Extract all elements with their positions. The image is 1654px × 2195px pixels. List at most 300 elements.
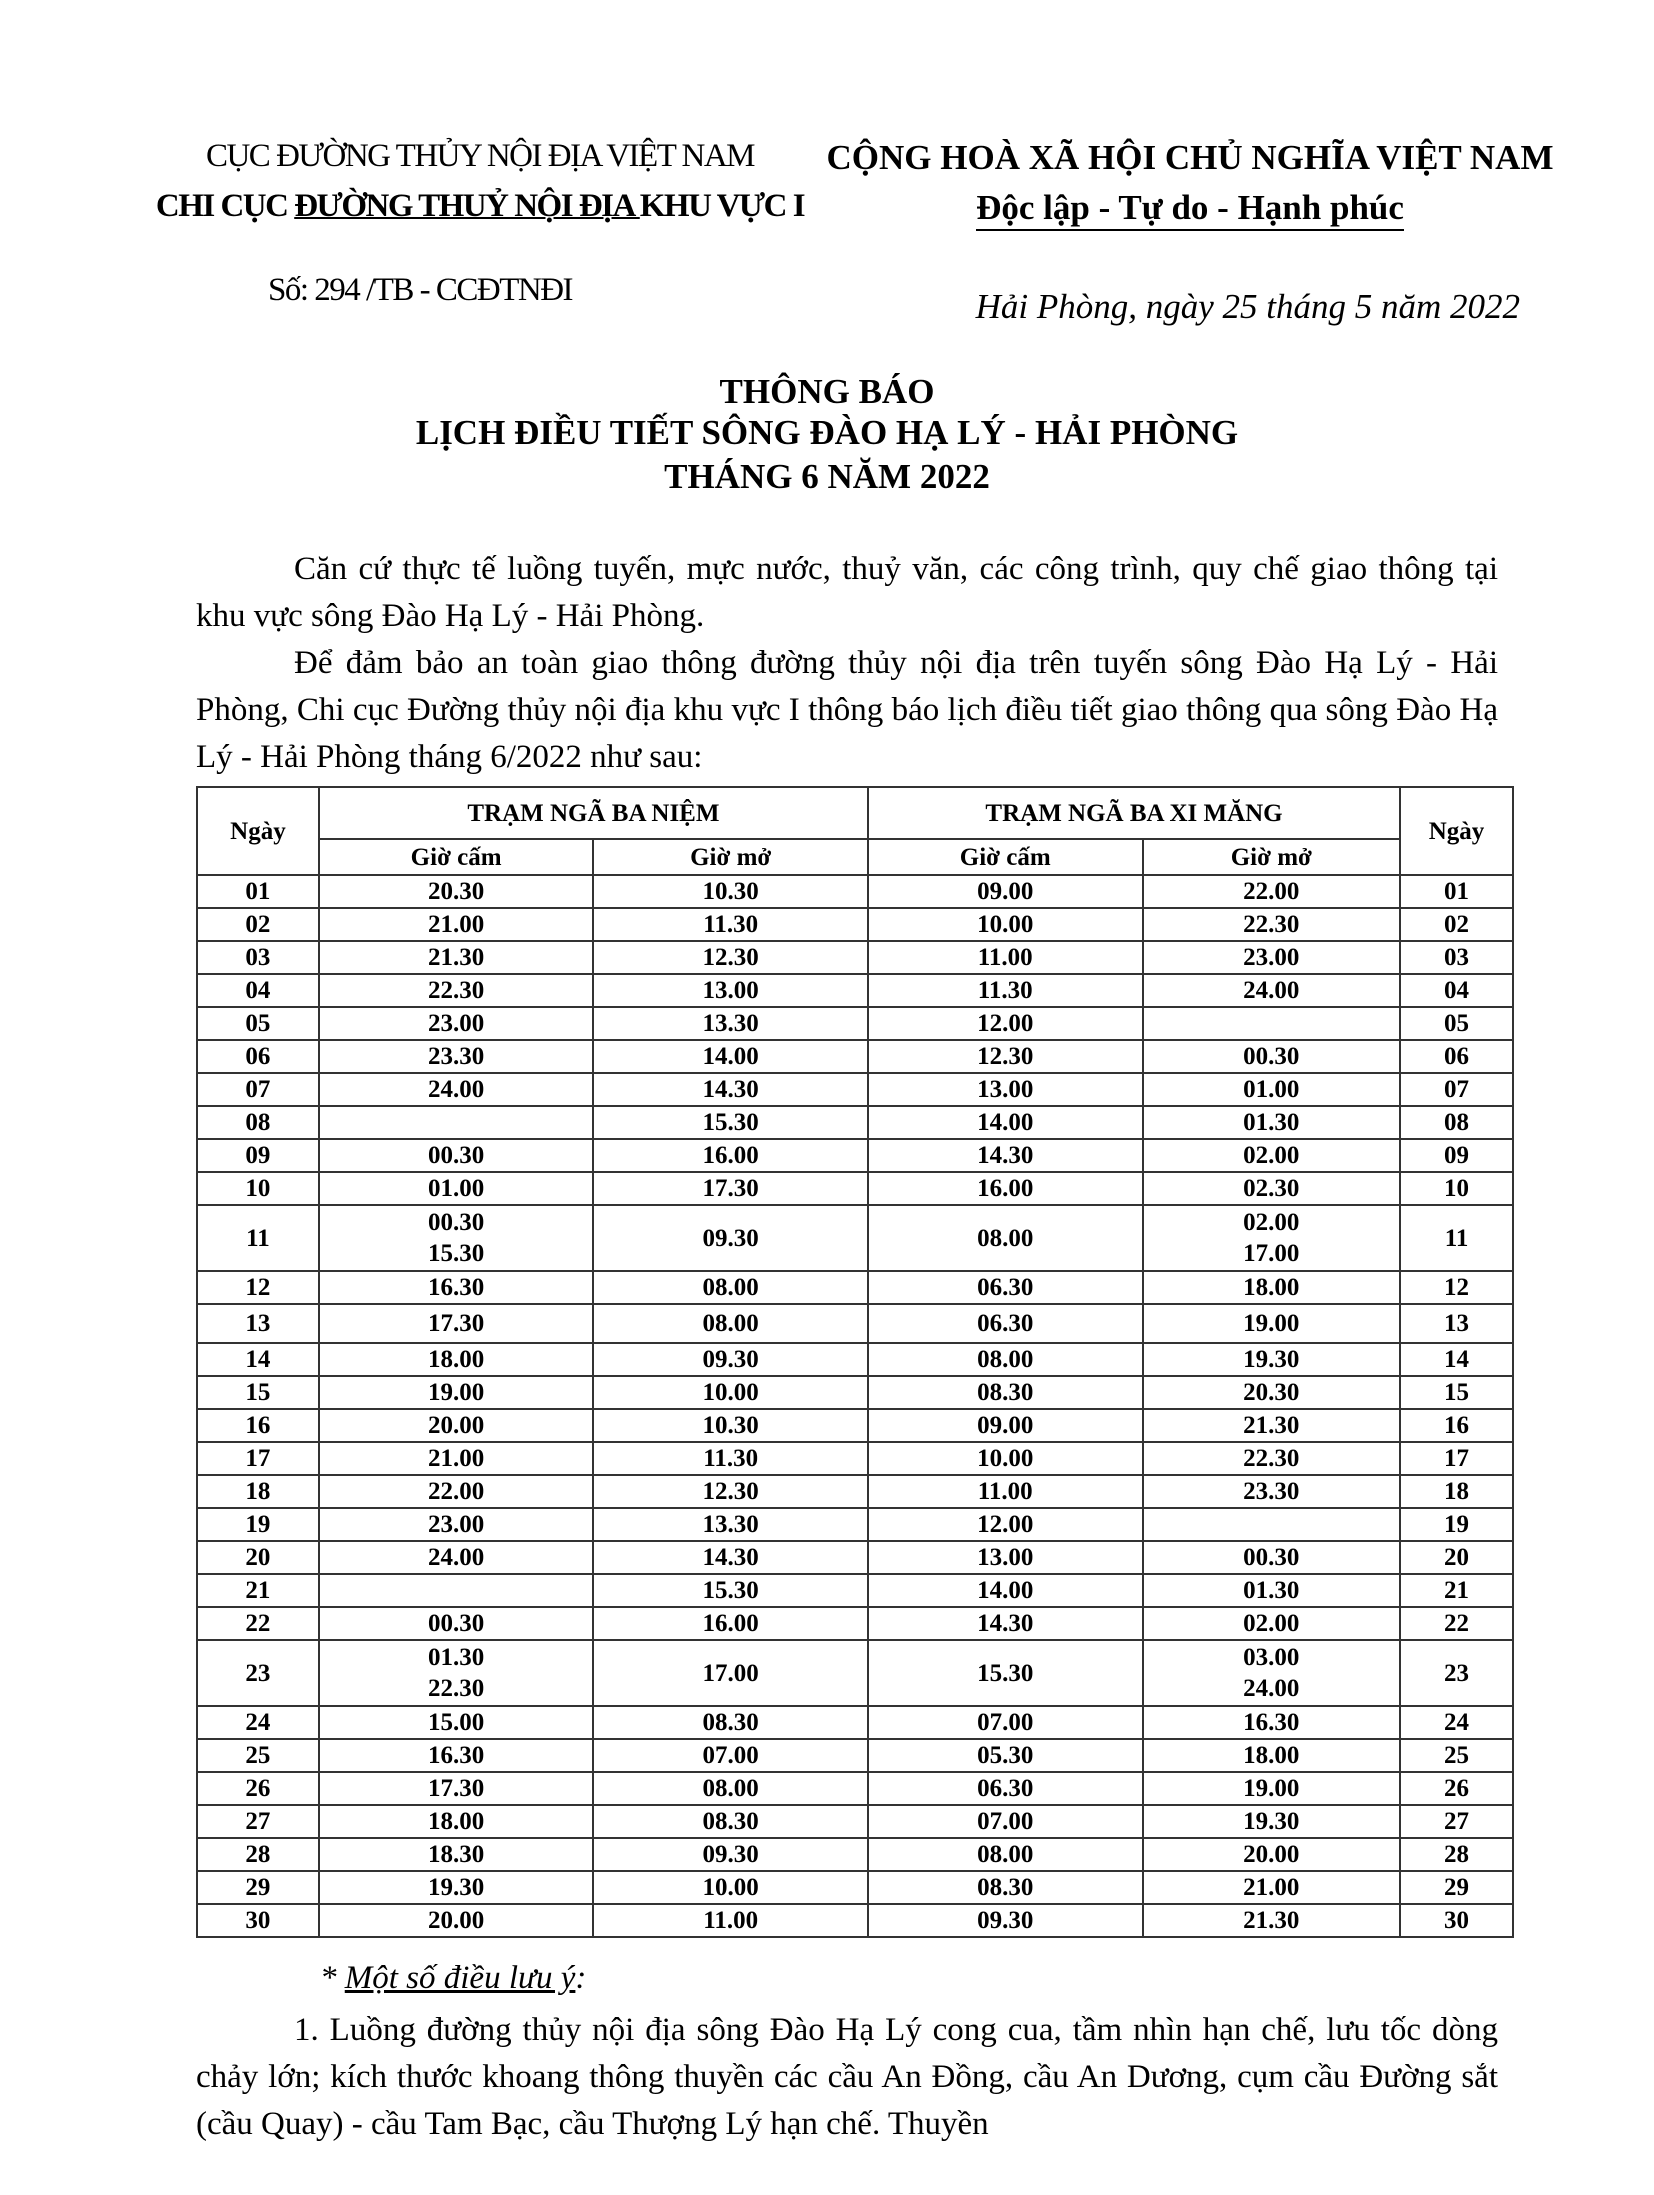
s2-open-cell — [1143, 908, 1401, 941]
s2-close-cell: 07.00 — [868, 1706, 1143, 1739]
table-row — [197, 1904, 1513, 1937]
s2-open-cell-time: 03.00 — [1243, 1644, 1300, 1671]
s1-close-cell — [319, 1904, 594, 1937]
s1-open-cell: 17.00 — [593, 1640, 868, 1706]
s1-close-cell — [319, 1040, 594, 1073]
s1-close-cell-time: 22.30 — [428, 1675, 485, 1702]
schedule-body — [197, 875, 1513, 1937]
s1-open-cell: 10.00 — [593, 1871, 868, 1904]
s2-open-cell — [1143, 875, 1401, 908]
s1-close-cell — [319, 1739, 594, 1772]
table-row — [197, 1271, 1513, 1304]
s2-close-cell: 13.00 — [868, 1541, 1143, 1574]
notes-heading-text: Một số điều lưu ý — [344, 1960, 576, 1996]
s2-close-cell: 08.00 — [868, 1205, 1143, 1271]
s2-open-cell-time: 18.00 — [1243, 1274, 1300, 1301]
agency-suffix: KHU VỰC I — [639, 188, 805, 224]
day-cell: 17 — [197, 1442, 319, 1475]
intro-paragraph-2: Để đảm bảo an toàn giao thông đường thủy nội địa trên tuyến sông Đào Hạ Lý - Hải Phòng, Chi cục Đường thủy nội địa khu vực I thông báo lịch điều tiết giao thông qua sông Đào Hạ Lý - Hải Phòng tháng 6/2022 như sau: — [196, 645, 1498, 775]
note-item-1: 1. Luồng đường thủy nội địa sông Đào Hạ Lý cong cua, tầm nhìn hạn chế, lưu tốc dòng chảy lớn; kích thước khoang thông thuyền các cầu An Đồng, cầu An Dương, cụm cầu Đường sắt (cầu Quay) - cầu Tam Bạc, cầu Thượng Lý hạn chế. Thuyền — [196, 2012, 1498, 2142]
s1-open-cell: 15.30 — [593, 1106, 868, 1139]
s1-open-cell: 13.30 — [593, 1508, 868, 1541]
s2-close-cell: 16.00 — [868, 1172, 1143, 1205]
s2-open-cell-time: 22.30 — [1243, 911, 1300, 938]
day-cell-right: 09 — [1400, 1139, 1513, 1172]
s1-close-cell — [319, 1640, 594, 1706]
day-cell: 01 — [197, 875, 319, 908]
s1-close-cell-time: 17.30 — [428, 1775, 485, 1802]
s2-open-cell — [1143, 1040, 1401, 1073]
s2-open-cell — [1143, 1106, 1401, 1139]
s1-close-cell-time: 00.30 — [428, 1209, 485, 1236]
s1-close-cell-time: 16.30 — [428, 1274, 485, 1301]
s2-open-cell-time: 24.00 — [1243, 977, 1300, 1004]
s2-open-cell-time: 23.00 — [1243, 944, 1300, 971]
day-cell-right: 25 — [1400, 1739, 1513, 1772]
s1-close-header: Giờ cấm — [319, 839, 594, 875]
s1-close-cell — [319, 1343, 594, 1376]
s2-open-cell-time: 00.30 — [1243, 1544, 1300, 1571]
s2-close-cell: 14.30 — [868, 1139, 1143, 1172]
s2-close-cell: 10.00 — [868, 908, 1143, 941]
day-cell-right: 19 — [1400, 1508, 1513, 1541]
s1-close-cell-time: 23.30 — [428, 1043, 485, 1070]
day-cell: 20 — [197, 1541, 319, 1574]
s2-open-cell — [1143, 1442, 1401, 1475]
agency-name — [120, 188, 840, 225]
s2-open-cell-time: 18.00 — [1243, 1742, 1300, 1769]
s1-open-cell: 08.00 — [593, 1772, 868, 1805]
day-cell-right: 11 — [1400, 1205, 1513, 1271]
day-cell-right: 30 — [1400, 1904, 1513, 1937]
s1-open-cell: 11.00 — [593, 1904, 868, 1937]
day-cell-right: 03 — [1400, 941, 1513, 974]
day-cell: 30 — [197, 1904, 319, 1937]
s1-close-cell — [319, 875, 594, 908]
s1-close-cell — [319, 1607, 594, 1640]
document-number: Số: 294 /TB - CCĐTNĐI — [268, 272, 573, 308]
agency-prefix: CHI CỤC — [155, 188, 295, 224]
s1-close-cell-time: 22.00 — [428, 1478, 485, 1505]
day-cell: 06 — [197, 1040, 319, 1073]
s2-close-cell: 12.30 — [868, 1040, 1143, 1073]
day-cell-right: 21 — [1400, 1574, 1513, 1607]
schedule-table — [196, 786, 1514, 1938]
day-cell: 07 — [197, 1073, 319, 1106]
station-2-header: TRẠM NGÃ BA XI MĂNG — [868, 787, 1400, 839]
s1-open-cell: 14.30 — [593, 1541, 868, 1574]
day-cell: 22 — [197, 1607, 319, 1640]
day-cell: 15 — [197, 1376, 319, 1409]
s1-open-cell: 09.30 — [593, 1343, 868, 1376]
s2-open-cell — [1143, 1904, 1401, 1937]
day-cell: 04 — [197, 974, 319, 1007]
s2-close-cell: 08.30 — [868, 1871, 1143, 1904]
s2-open-cell-time: 24.00 — [1243, 1675, 1300, 1702]
s1-close-cell — [319, 1838, 594, 1871]
s1-close-cell-time: 16.30 — [428, 1742, 485, 1769]
s2-open-cell-time: 23.30 — [1243, 1478, 1300, 1505]
s1-close-cell — [319, 1205, 594, 1271]
day-cell: 03 — [197, 941, 319, 974]
agency-underlined: ĐƯỜNG THUỶ NỘI ĐỊA — [294, 188, 640, 224]
table-row — [197, 1106, 1513, 1139]
s1-close-cell-time: 20.00 — [428, 1412, 485, 1439]
day-cell-right: 06 — [1400, 1040, 1513, 1073]
s2-open-cell — [1143, 1475, 1401, 1508]
s1-close-cell-time: 24.00 — [428, 1544, 485, 1571]
s1-close-cell — [319, 1475, 594, 1508]
s2-open-cell-time: 02.00 — [1243, 1142, 1300, 1169]
s1-open-cell: 08.30 — [593, 1805, 868, 1838]
table-row — [197, 1343, 1513, 1376]
day-cell: 16 — [197, 1409, 319, 1442]
s2-open-cell-time: 16.30 — [1243, 1709, 1300, 1736]
day-cell-right: 08 — [1400, 1106, 1513, 1139]
day-cell-right: 26 — [1400, 1772, 1513, 1805]
s1-close-cell-time: 17.30 — [428, 1310, 485, 1337]
table-row — [197, 1040, 1513, 1073]
s2-open-cell — [1143, 941, 1401, 974]
s1-open-cell: 08.00 — [593, 1271, 868, 1304]
table-row — [197, 1442, 1513, 1475]
table-row — [197, 1739, 1513, 1772]
s1-close-cell-time: 22.30 — [428, 977, 485, 1004]
s1-open-cell: 12.30 — [593, 1475, 868, 1508]
s2-open-cell-time: 00.30 — [1243, 1043, 1300, 1070]
s2-open-cell-time: 01.30 — [1243, 1109, 1300, 1136]
s1-close-cell — [319, 974, 594, 1007]
s1-open-header: Giờ mở — [593, 839, 868, 875]
day-cell: 21 — [197, 1574, 319, 1607]
s2-open-cell — [1143, 1508, 1401, 1541]
table-row — [197, 1475, 1513, 1508]
place-date: Hải Phòng, ngày 25 tháng 5 năm 2022 — [975, 287, 1520, 326]
day-cell: 02 — [197, 908, 319, 941]
s2-open-cell-time: 21.30 — [1243, 1907, 1300, 1934]
s1-close-cell — [319, 1007, 594, 1040]
day-cell: 24 — [197, 1706, 319, 1739]
s1-close-cell — [319, 1508, 594, 1541]
s2-open-cell-time: 19.00 — [1243, 1775, 1300, 1802]
s2-close-cell: 09.30 — [868, 1904, 1143, 1937]
table-row — [197, 1073, 1513, 1106]
doc-period: THÁNG 6 NĂM 2022 — [664, 457, 990, 496]
day-cell-right: 22 — [1400, 1607, 1513, 1640]
s2-open-cell — [1143, 1007, 1401, 1040]
s1-close-cell — [319, 1073, 594, 1106]
s2-open-cell — [1143, 1739, 1401, 1772]
day-cell: 26 — [197, 1772, 319, 1805]
s2-close-cell: 07.00 — [868, 1805, 1143, 1838]
table-row — [197, 1139, 1513, 1172]
s2-close-cell: 12.00 — [868, 1508, 1143, 1541]
s2-close-cell: 08.30 — [868, 1376, 1143, 1409]
s2-open-cell-time: 22.00 — [1243, 878, 1300, 905]
day-cell: 10 — [197, 1172, 319, 1205]
s1-close-cell-time: 18.00 — [428, 1808, 485, 1835]
s2-close-cell: 11.00 — [868, 941, 1143, 974]
s1-open-cell: 10.30 — [593, 875, 868, 908]
s2-open-cell — [1143, 1871, 1401, 1904]
s2-close-cell: 13.00 — [868, 1073, 1143, 1106]
s1-close-cell — [319, 908, 594, 941]
s2-open-cell-time: 20.00 — [1243, 1841, 1300, 1868]
day-cell-right: 29 — [1400, 1871, 1513, 1904]
motto-text: Độc lập - Tự do - Hạnh phúc — [976, 188, 1404, 231]
s2-open-cell — [1143, 1541, 1401, 1574]
s1-close-cell-time: 21.00 — [428, 1445, 485, 1472]
s1-close-cell — [319, 941, 594, 974]
s2-open-cell-time: 02.00 — [1243, 1610, 1300, 1637]
s2-open-cell-time: 21.00 — [1243, 1874, 1300, 1901]
table-row — [197, 1805, 1513, 1838]
s2-open-cell-time: 22.30 — [1243, 1445, 1300, 1472]
day-cell: 18 — [197, 1475, 319, 1508]
day-cell-right: 20 — [1400, 1541, 1513, 1574]
day-cell-right: 16 — [1400, 1409, 1513, 1442]
s1-close-cell-time: 00.30 — [428, 1610, 485, 1637]
s1-close-cell-time: 01.00 — [428, 1175, 485, 1202]
table-row — [197, 1409, 1513, 1442]
s2-close-cell: 05.30 — [868, 1739, 1143, 1772]
table-row — [197, 875, 1513, 908]
s2-open-cell — [1143, 1574, 1401, 1607]
day-cell: 09 — [197, 1139, 319, 1172]
s2-close-cell: 06.30 — [868, 1271, 1143, 1304]
s2-open-cell-time: 01.00 — [1243, 1076, 1300, 1103]
s2-close-cell: 08.00 — [868, 1343, 1143, 1376]
day-cell-right: 05 — [1400, 1007, 1513, 1040]
table-row — [197, 974, 1513, 1007]
day-cell-right: 02 — [1400, 908, 1513, 941]
day-cell-right: 18 — [1400, 1475, 1513, 1508]
day-cell-right: 10 — [1400, 1172, 1513, 1205]
s2-open-cell — [1143, 974, 1401, 1007]
day-cell-right: 17 — [1400, 1442, 1513, 1475]
s2-close-cell: 14.30 — [868, 1607, 1143, 1640]
s1-close-cell-time: 21.00 — [428, 911, 485, 938]
s2-open-cell — [1143, 1640, 1401, 1706]
s1-close-cell-time: 18.30 — [428, 1841, 485, 1868]
table-row — [197, 1508, 1513, 1541]
s2-open-cell-time: 21.30 — [1243, 1412, 1300, 1439]
table-row — [197, 1304, 1513, 1343]
s2-close-cell: 08.00 — [868, 1838, 1143, 1871]
s1-open-cell: 10.00 — [593, 1376, 868, 1409]
s1-close-cell — [319, 1304, 594, 1343]
s1-open-cell: 07.00 — [593, 1739, 868, 1772]
s1-close-cell-time: 15.00 — [428, 1709, 485, 1736]
intro-paragraph-1: Căn cứ thực tế luồng tuyến, mực nước, thuỷ văn, các công trình, quy chế giao thông tại khu vực sông Đào Hạ Lý - Hải Phòng. — [196, 551, 1498, 634]
s1-close-cell-time: 18.00 — [428, 1346, 485, 1373]
s2-open-cell — [1143, 1706, 1401, 1739]
day-cell: 28 — [197, 1838, 319, 1871]
s1-close-cell — [319, 1574, 594, 1607]
s1-close-cell — [319, 1805, 594, 1838]
s2-open-cell — [1143, 1205, 1401, 1271]
s1-close-cell — [319, 1376, 594, 1409]
day-cell: 14 — [197, 1343, 319, 1376]
s1-open-cell: 08.30 — [593, 1706, 868, 1739]
s1-close-cell-time: 00.30 — [428, 1142, 485, 1169]
day-cell: 08 — [197, 1106, 319, 1139]
s1-close-cell-time: 21.30 — [428, 944, 485, 971]
day-cell-right: 12 — [1400, 1271, 1513, 1304]
s2-open-cell-time: 02.00 — [1243, 1209, 1300, 1236]
s2-open-cell-time: 02.30 — [1243, 1175, 1300, 1202]
doc-title: THÔNG BÁO — [719, 372, 935, 411]
notes-star: * — [320, 1960, 345, 1996]
s1-close-cell — [319, 1139, 594, 1172]
s1-close-cell-time: 24.00 — [428, 1076, 485, 1103]
table-row — [197, 908, 1513, 941]
day-cell: 12 — [197, 1271, 319, 1304]
s1-close-cell — [319, 1706, 594, 1739]
s2-open-cell-time: 19.30 — [1243, 1346, 1300, 1373]
s2-open-cell — [1143, 1343, 1401, 1376]
s1-open-cell: 13.30 — [593, 1007, 868, 1040]
s2-close-cell: 15.30 — [868, 1640, 1143, 1706]
day-cell: 29 — [197, 1871, 319, 1904]
s1-close-cell-time: 01.30 — [428, 1644, 485, 1671]
s1-open-cell: 14.30 — [593, 1073, 868, 1106]
s2-open-cell — [1143, 1409, 1401, 1442]
s2-open-cell-time: 17.00 — [1243, 1240, 1300, 1267]
day-cell: 11 — [197, 1205, 319, 1271]
s1-close-cell-time: 19.30 — [428, 1874, 485, 1901]
day-cell: 25 — [197, 1739, 319, 1772]
s1-close-cell — [319, 1271, 594, 1304]
day-cell-right: 04 — [1400, 974, 1513, 1007]
s1-close-cell — [319, 1172, 594, 1205]
s2-close-cell: 11.30 — [868, 974, 1143, 1007]
s2-open-cell — [1143, 1172, 1401, 1205]
station-1-header: TRẠM NGÃ BA NIỆM — [319, 787, 868, 839]
s2-close-cell: 12.00 — [868, 1007, 1143, 1040]
day-header-left: Ngày — [197, 787, 319, 875]
day-cell-right: 07 — [1400, 1073, 1513, 1106]
s2-open-cell-time: 19.30 — [1243, 1808, 1300, 1835]
s1-open-cell: 11.30 — [593, 908, 868, 941]
s1-close-cell — [319, 1442, 594, 1475]
s2-close-cell: 06.30 — [868, 1772, 1143, 1805]
s2-close-cell: 09.00 — [868, 875, 1143, 908]
s2-open-cell — [1143, 1304, 1401, 1343]
s1-open-cell: 16.00 — [593, 1139, 868, 1172]
day-header-right: Ngày — [1400, 787, 1513, 875]
agency-parent: CỤC ĐƯỜNG THỦY NỘI ĐỊA VIỆT NAM — [205, 138, 755, 174]
s1-close-cell-time: 19.00 — [428, 1379, 485, 1406]
s1-open-cell: 16.00 — [593, 1607, 868, 1640]
day-cell: 19 — [197, 1508, 319, 1541]
s1-close-cell — [319, 1409, 594, 1442]
doc-subtitle: LỊCH ĐIỀU TIẾT SÔNG ĐÀO HẠ LÝ - HẢI PHÒNG — [415, 413, 1239, 452]
s1-close-cell — [319, 1106, 594, 1139]
table-row — [197, 1574, 1513, 1607]
s2-open-cell — [1143, 1805, 1401, 1838]
table-row — [197, 1007, 1513, 1040]
s1-close-cell-time: 20.00 — [428, 1907, 485, 1934]
s1-open-cell: 09.30 — [593, 1838, 868, 1871]
nation-title: CỘNG HOÀ XÃ HỘI CHỦ NGHĨA VIỆT NAM — [826, 138, 1554, 177]
s2-open-cell — [1143, 1073, 1401, 1106]
s2-open-cell-time: 01.30 — [1243, 1577, 1300, 1604]
s1-close-cell — [319, 1772, 594, 1805]
table-row — [197, 1640, 1513, 1706]
day-cell-right: 01 — [1400, 875, 1513, 908]
table-row — [197, 1607, 1513, 1640]
day-cell: 27 — [197, 1805, 319, 1838]
s1-open-cell: 14.00 — [593, 1040, 868, 1073]
s2-open-cell — [1143, 1271, 1401, 1304]
day-cell-right: 27 — [1400, 1805, 1513, 1838]
s2-close-cell: 10.00 — [868, 1442, 1143, 1475]
table-row — [197, 1172, 1513, 1205]
s1-close-cell-time: 15.30 — [428, 1240, 485, 1267]
s2-open-cell-time: 19.00 — [1243, 1310, 1300, 1337]
s2-close-header: Giờ cấm — [868, 839, 1143, 875]
s1-open-cell: 17.30 — [593, 1172, 868, 1205]
s1-close-cell-time: 23.00 — [428, 1010, 485, 1037]
s1-open-cell: 09.30 — [593, 1205, 868, 1271]
s1-open-cell: 11.30 — [593, 1442, 868, 1475]
s2-close-cell: 14.00 — [868, 1106, 1143, 1139]
s1-open-cell: 15.30 — [593, 1574, 868, 1607]
s1-close-cell — [319, 1541, 594, 1574]
s2-close-cell: 06.30 — [868, 1304, 1143, 1343]
day-cell: 23 — [197, 1640, 319, 1706]
s1-close-cell-time: 20.30 — [428, 878, 485, 905]
day-cell-right: 14 — [1400, 1343, 1513, 1376]
s1-open-cell: 08.00 — [593, 1304, 868, 1343]
s2-close-cell: 14.00 — [868, 1574, 1143, 1607]
table-row — [197, 1838, 1513, 1871]
table-row — [197, 1871, 1513, 1904]
day-cell: 05 — [197, 1007, 319, 1040]
s1-close-cell — [319, 1871, 594, 1904]
s2-open-cell — [1143, 1139, 1401, 1172]
table-row — [197, 1772, 1513, 1805]
s2-open-header: Giờ mở — [1143, 839, 1401, 875]
day-cell-right: 23 — [1400, 1640, 1513, 1706]
day-cell-right: 28 — [1400, 1838, 1513, 1871]
day-cell-right: 24 — [1400, 1706, 1513, 1739]
s2-open-cell — [1143, 1376, 1401, 1409]
s1-open-cell: 13.00 — [593, 974, 868, 1007]
day-cell: 13 — [197, 1304, 319, 1343]
s1-close-cell-time: 23.00 — [428, 1511, 485, 1538]
table-row — [197, 1205, 1513, 1271]
table-row — [197, 941, 1513, 974]
motto — [800, 188, 1580, 228]
table-row — [197, 1376, 1513, 1409]
s2-open-cell-time: 20.30 — [1243, 1379, 1300, 1406]
s2-close-cell: 09.00 — [868, 1409, 1143, 1442]
s2-open-cell — [1143, 1607, 1401, 1640]
day-cell-right: 15 — [1400, 1376, 1513, 1409]
s1-open-cell: 10.30 — [593, 1409, 868, 1442]
s1-open-cell: 12.30 — [593, 941, 868, 974]
s2-open-cell — [1143, 1838, 1401, 1871]
s2-open-cell — [1143, 1772, 1401, 1805]
table-row — [197, 1541, 1513, 1574]
notes-heading — [320, 1960, 586, 1997]
notes-colon: : — [575, 1960, 587, 1996]
s2-close-cell: 11.00 — [868, 1475, 1143, 1508]
table-row — [197, 1706, 1513, 1739]
day-cell-right: 13 — [1400, 1304, 1513, 1343]
